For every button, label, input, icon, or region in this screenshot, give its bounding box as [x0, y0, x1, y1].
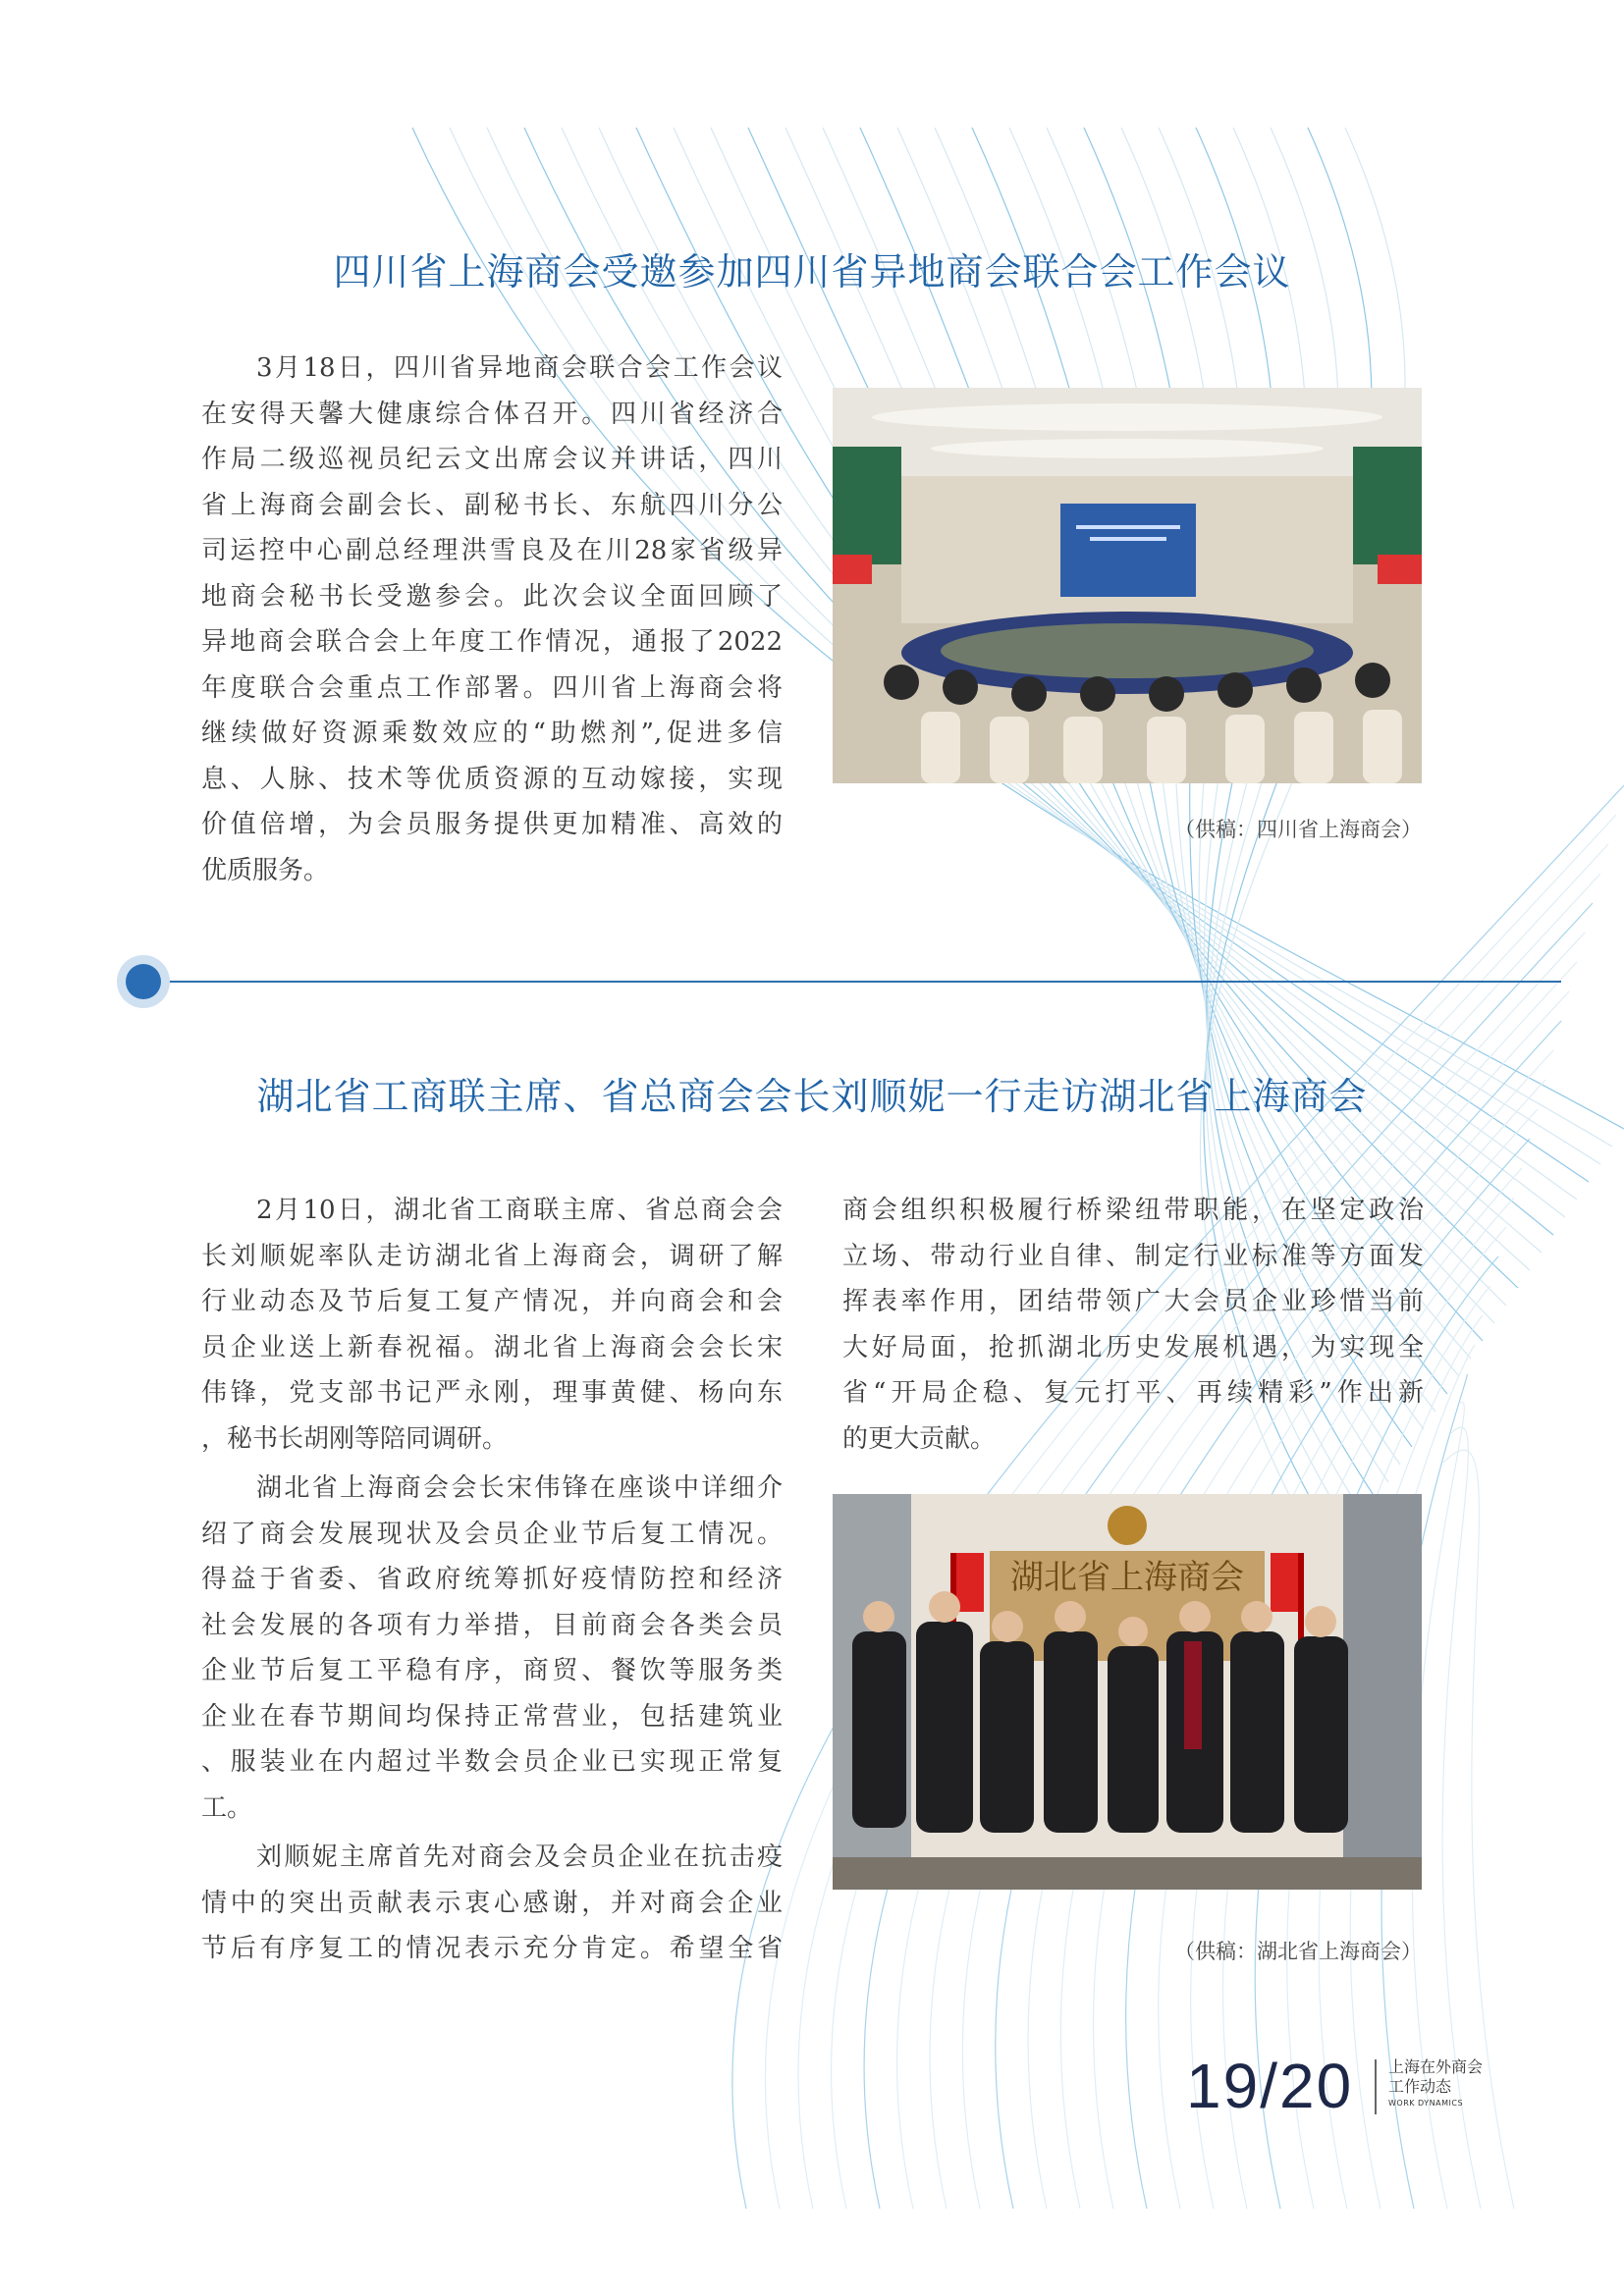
photo-caption: （供稿：四川省上海商会）: [1174, 818, 1422, 841]
article-2-body-right: [842, 1188, 1424, 1466]
text-line: 优质服务。: [201, 855, 330, 885]
text-line: 年度联合会重点工作部署。四川省上海商会将: [201, 672, 783, 703]
text-line: 价值倍增，为会员服务提供更加精准、高效的: [201, 810, 783, 839]
text-line: 挥表率作用，团结带领广大会员企业珍惜当前: [842, 1287, 1424, 1316]
text-line: 行业动态及节后复工复产情况，并向商会和会: [201, 1287, 783, 1316]
text-line: 、服装业在内超过半数会员企业已实现正常复: [201, 1747, 783, 1777]
publication-name-line-1: 上海在外商会: [1388, 2057, 1484, 2076]
text-line: 地商会秘书长受邀参会。此次会议全面回顾了: [201, 581, 783, 612]
divider-bullet-icon: [117, 955, 170, 1008]
text-line: 省“开局企稳、复元打平、再续精彩”作出新: [842, 1378, 1424, 1408]
paragraph: [201, 1466, 783, 1831]
text-line: 大好局面，抢抓湖北历史发展机遇，为实现全: [842, 1332, 1424, 1362]
text-line: 继续做好资源乘数效应的“助燃剂”,促进多信: [201, 719, 783, 748]
emblem-icon: [1108, 1506, 1147, 1545]
section-divider: [143, 981, 1561, 983]
text-line: 立场、带动行业自律、制定行业标准等方面发: [842, 1241, 1424, 1271]
footer-separator: [1375, 2059, 1377, 2114]
text-line: 社会发展的各项有力举措，目前商会各类会员: [201, 1610, 783, 1640]
article-1-title: 四川省上海商会受邀参加四川省异地商会联合会工作会议: [333, 250, 1291, 294]
text-line: 作局二级巡视员纪云文出席会议并讲话，四川: [201, 445, 783, 474]
article-2-title: 湖北省工商联主席、省总商会会长刘顺妮一行走访湖北省上海商会: [256, 1075, 1368, 1118]
text-line: 3月18日，四川省异地商会联合会工作会议: [256, 353, 783, 383]
publication-name-english: WORK DYNAMICS: [1388, 2099, 1464, 2108]
meeting-photo: [833, 388, 1422, 783]
text-line: 得益于省委、省政府统筹抓好疫情防控和经济: [201, 1565, 783, 1594]
paragraph: [201, 1188, 783, 1462]
paragraph: [201, 346, 783, 893]
paragraph: [201, 1835, 783, 1972]
text-line: 息、人脉、技术等优质资源的互动嫁接，实现: [201, 764, 783, 794]
text-line: 异地商会联合会上年度工作情况，通报了2022: [201, 627, 783, 657]
text-line: 商会组织积极履行桥梁纽带职能，在坚定政治: [842, 1196, 1424, 1225]
page-number: 19/20: [1186, 2051, 1354, 2121]
text-line: 工。: [201, 1792, 253, 1823]
text-line: 企业在春节期间均保持正常营业，包括建筑业: [201, 1701, 783, 1732]
text-line: ，秘书长胡刚等陪同调研。: [201, 1423, 509, 1454]
publication-name-line-2: 工作动态: [1388, 2077, 1452, 2096]
paragraph: [842, 1188, 1424, 1462]
article-2-body-left: [201, 1188, 783, 1976]
text-line: 员企业送上新春祝福。湖北省上海商会会长宋: [201, 1332, 783, 1362]
article-1-body: [201, 346, 783, 897]
publication-name: [1388, 2057, 1483, 2110]
group-photo: [833, 1494, 1422, 1890]
text-line: 节后有序复工的情况表示充分肯定。希望全省: [201, 1934, 783, 1963]
text-line: 长刘顺妮率队走访湖北省上海商会，调研了解: [201, 1241, 783, 1271]
text-line: 司运控中心副总经理洪雪良及在川28家省级异: [201, 536, 783, 565]
text-line: 2月10日，湖北省工商联主席、省总商会会: [256, 1196, 783, 1225]
text-line: 企业节后复工平稳有序，商贸、餐饮等服务类: [201, 1656, 783, 1685]
text-line: 的更大贡献。: [842, 1423, 997, 1454]
text-line: 省上海商会副会长、副秘书长、东航四川分公: [201, 490, 783, 520]
photo-caption: （供稿：湖北省上海商会）: [1174, 1940, 1422, 1963]
text-line: 伟锋，党支部书记严永刚，理事黄健、杨向东: [201, 1378, 783, 1408]
text-line: 在安得天馨大健康综合体召开。四川省经济合: [201, 399, 783, 429]
text-line: 刘顺妮主席首先对商会及会员企业在抗击疫: [256, 1842, 783, 1872]
text-line: 湖北省上海商会会长宋伟锋在座谈中详细介: [256, 1473, 783, 1503]
photo-sign-text: 湖北省上海商会: [1010, 1558, 1244, 1597]
text-line: 情中的突出贡献表示衷心感谢，并对商会企业: [201, 1888, 783, 1918]
text-line: 绍了商会发展现状及会员企业节后复工情况。: [201, 1519, 783, 1549]
